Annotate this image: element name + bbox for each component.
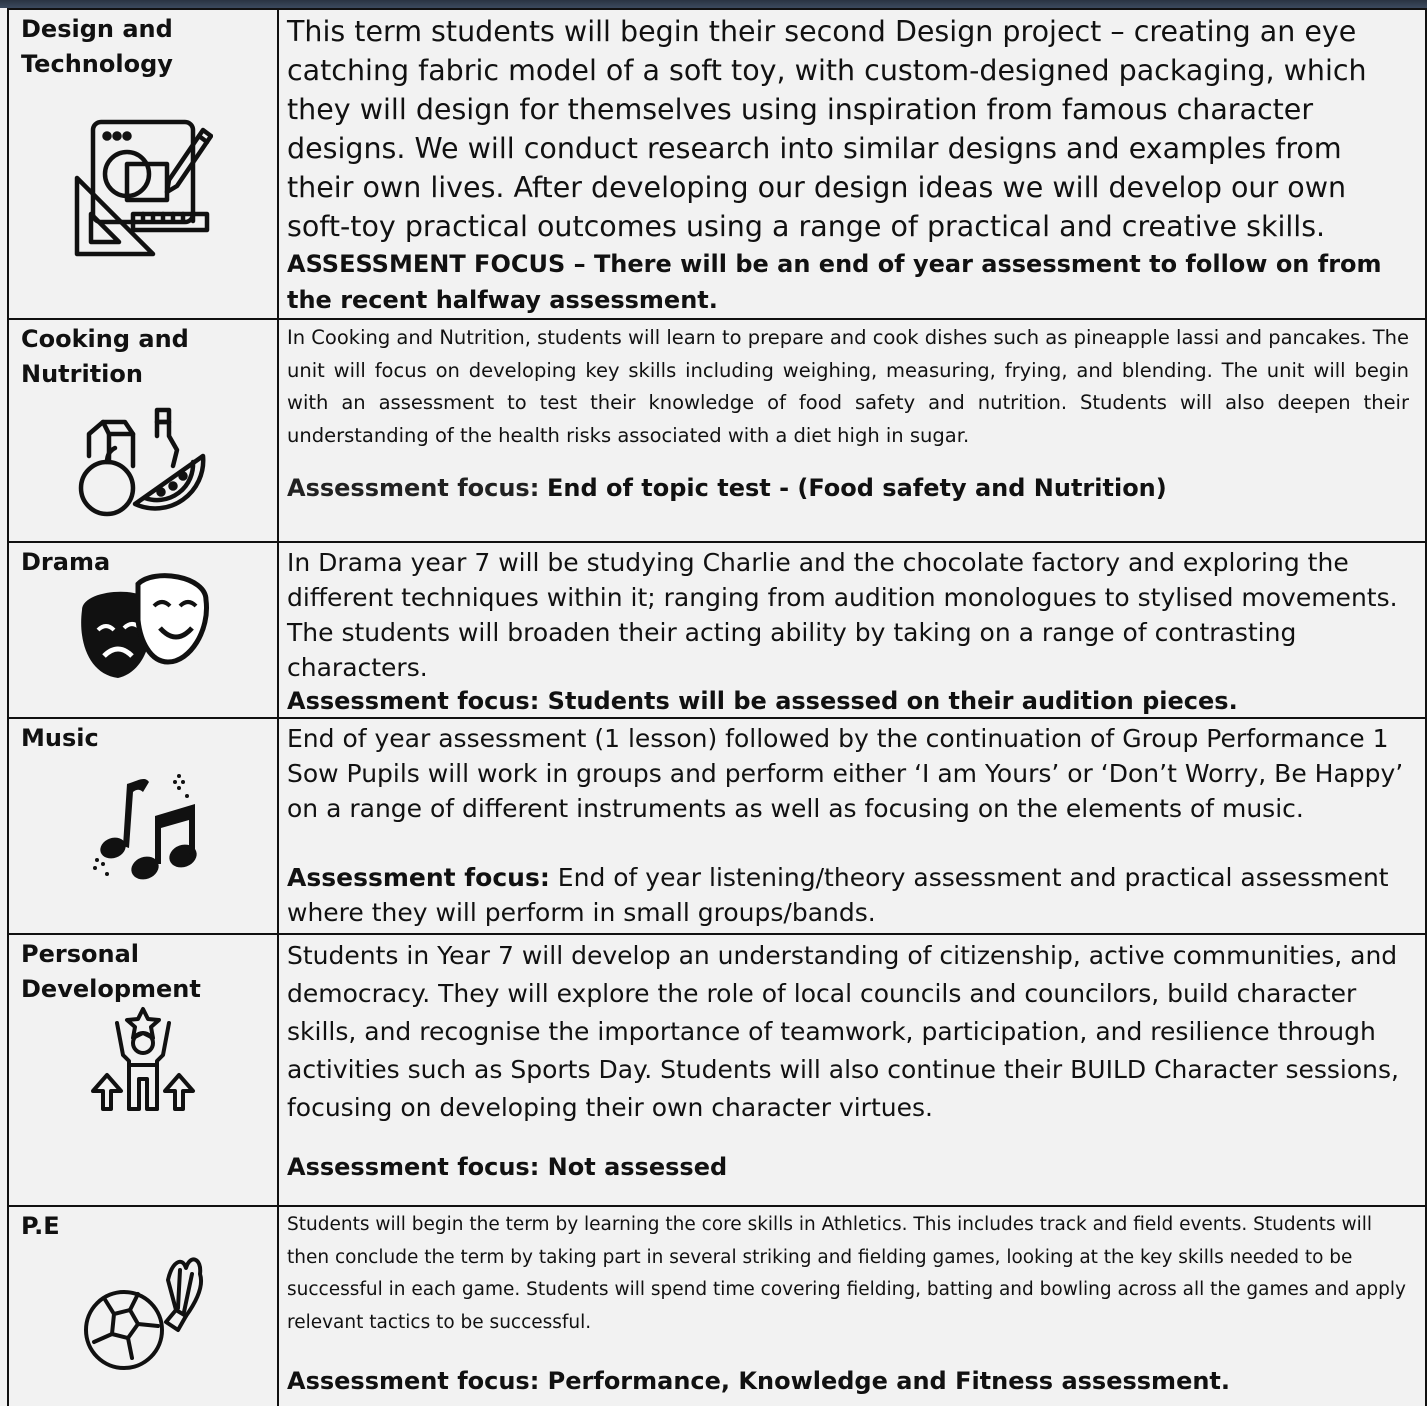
description-cell <box>278 542 1426 718</box>
subject-description: In Drama year 7 will be studying Charlie and the chocolate factory and exploring the different techniques within it; ranging from audition monologues to stylised movements. The students will broaden their acting ability by taking on a range of contrasting characters. <box>287 548 1398 682</box>
subject-cell <box>8 718 278 934</box>
subject-cell <box>8 319 278 542</box>
description-cell <box>278 718 1426 934</box>
assessment-focus: Assessment focus: Not assessed <box>287 1153 728 1181</box>
theatre-masks-icon <box>68 570 218 680</box>
curriculum-table <box>7 8 1427 1406</box>
description-cell <box>278 319 1426 542</box>
subject-cell <box>8 1206 278 1406</box>
assessment-focus <box>287 860 1409 930</box>
subject-title: P.E <box>21 1212 60 1240</box>
personal-growth-icon <box>83 1005 203 1115</box>
assessment-focus: Assessment focus: Students will be assessed on their audition pieces. <box>287 687 1238 715</box>
subject-cell <box>8 934 278 1206</box>
table-row <box>8 319 1426 542</box>
assessment-value: End of year listening/theory assessment and practical assessment where they will perform in small groups/bands. <box>287 863 1389 927</box>
assessment-value: End of topic test - (Food safety and Nutrition) <box>546 474 1167 502</box>
subject-cell <box>8 9 278 319</box>
food-icon <box>73 406 213 521</box>
assessment-focus <box>287 470 1409 506</box>
sports-ball-shuttlecock-icon <box>78 1250 208 1374</box>
design-tools-icon <box>73 118 213 258</box>
table-row <box>8 1206 1426 1406</box>
subject-title: Design and Technology <box>21 15 173 78</box>
music-notes-icon <box>83 764 203 884</box>
subject-title: Music <box>21 724 99 752</box>
subject-title: Personal Development <box>21 940 201 1003</box>
subject-title: Drama <box>21 548 111 576</box>
subject-description: Students will begin the term by learning the core skills in Athletics. This includes track and field events. Students will then conclude the term by taking part in several striking and fielding games, looking at the key skills needed to be successful in each game. Students will spend time covering fielding, batting and bowling across all the games and apply relevant tactics to be successful. <box>287 1214 1406 1333</box>
subject-description: This term students will begin their second Design project – creating an eye catching fabric model of a soft toy, with custom-designed packaging, which they will design for themselves using inspiration from famous character designs. We will conduct research into similar designs and examples from their own lives. After developing our design ideas we will develop our own soft-toy practical outcomes using a range of practical and creative skills. <box>287 15 1367 243</box>
description-cell <box>278 1206 1426 1406</box>
assessment-label: Assessment focus: <box>287 863 550 892</box>
description-cell <box>278 9 1426 319</box>
window-top-edge <box>0 0 1427 8</box>
subject-cell <box>8 542 278 718</box>
assessment-label: Assessment focus: <box>287 474 540 502</box>
assessment-focus: Assessment focus: Performance, Knowledge and Fitness assessment. <box>287 1367 1231 1395</box>
description-cell <box>278 934 1426 1206</box>
subject-description: Students in Year 7 will develop an understanding of citizenship, active communities, and democracy. They will explore the role of local councils and councilors, build character skills, and recognise the importance of teamwork, participation, and resilience through activities such as Sports Day. Students will also continue their BUILD Character sessions, focusing on developing their own character virtues. <box>287 941 1399 1122</box>
subject-description: End of year assessment (1 lesson) followed by the continuation of Group Performance 1 Sow Pupils will work in groups and perform either ‘I am Yours’ or ‘Don’t Worry, Be Happy’ on a range of different instruments as well as focusing on the elements of music. <box>287 724 1404 823</box>
assessment-focus: ASSESSMENT FOCUS – There will be an end of year assessment to follow on from the recent halfway assessment. <box>287 250 1382 314</box>
table-row <box>8 934 1426 1206</box>
table-row <box>8 542 1426 718</box>
table-row <box>8 9 1426 319</box>
table-row <box>8 718 1426 934</box>
subject-description: In Cooking and Nutrition, students will learn to prepare and cook dishes such as pineapple lassi and pancakes. The unit will focus on developing key skills including weighing, measuring, frying, and blending. The unit will begin with an assessment to test their knowledge of food safety and nutrition. Students will also deepen their understanding of the health risks associated with a diet high in sugar. <box>287 326 1410 447</box>
subject-title: Cooking and Nutrition <box>21 325 189 388</box>
